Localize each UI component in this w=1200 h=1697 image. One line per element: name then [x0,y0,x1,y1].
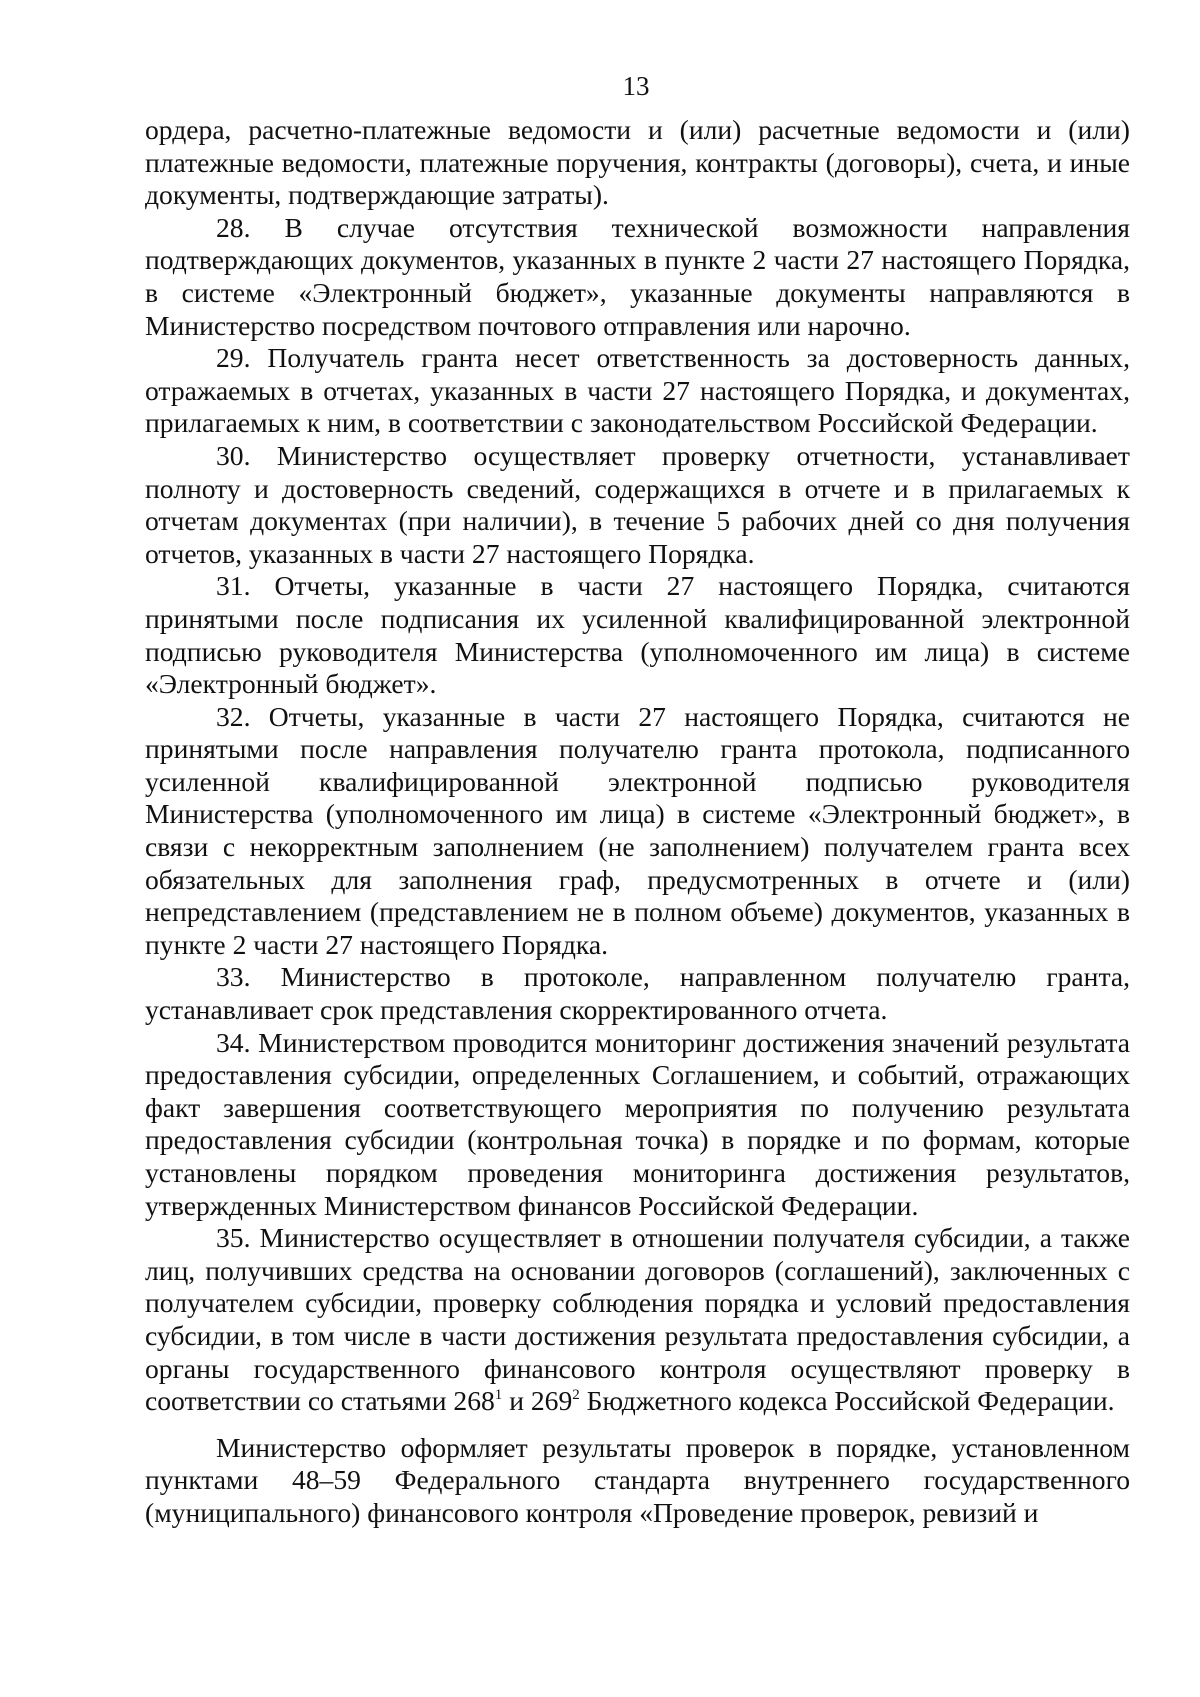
document-body [145,114,1130,1530]
paragraph-35-text-3: Бюджетного кодекса Российской Федерации. [579,1385,1115,1417]
paragraph-28: 28. В случае отсутствия технической возможности направления подтверждающих документов, указанных в пункте 2 части 27 настоящего Порядка, в системе «Электронный бюджет», указанные документы направляются в Министерство посредством почтового отправления или нарочно. [145,211,1130,341]
superscript-1: 1 [494,1387,503,1404]
superscript-2: 2 [572,1387,580,1404]
paragraph-35-text-2: и 269 [502,1385,573,1417]
paragraph-35-text-1: 35. Министерство осуществляет в отношении получателя субсидии, а также лиц, получивших средства на основании договоров (соглашений), заключенных с получателем субсидии, проверку соблюдения порядка и условий предоставления субсидии, в том числе в части достижения результата предоставления субсидии, а органы государственного финансового контроля осуществляют проверку в соответствии со статьями 268 [145,1222,1130,1417]
page-number: 13 [622,71,650,101]
paragraph-30: 30. Министерство осуществляет проверку отчетности, устанавливает полноту и достоверность сведений, содержащихся в отчете и в прилагаемых к отчетам документах (при наличии), в течение 5 рабочих дней со дня получения отчетов, указанных в части 27 настоящего Порядка. [145,439,1130,569]
paragraph-inspection-results: Министерство оформляет результаты проверок в порядке, установленном пунктами 48–59 Федерального стандарта внутреннего государственного (муниципального) финансового контроля «Проведение проверок, ревизий и [145,1431,1130,1528]
paragraph-34: 34. Министерством проводится мониторинг достижения значений результата предоставления субсидии, определенных Соглашением, и событий, отражающих факт завершения соответствующего мероприятия по получению результата предоставления субсидии (контрольная точка) в порядке и по формам, которые установлены порядком проведения мониторинга достижения результатов, утвержденных Министерством финансов Российской Федерации. [145,1026,1130,1221]
paragraph-35 [145,1222,1130,1418]
paragraph-29: 29. Получатель гранта несет ответственность за достоверность данных, отражаемых в отчетах, указанных в части 27 настоящего Порядка, и документах, прилагаемых к ним, в соответствии с законодательством Российской Федерации. [145,342,1130,439]
paragraph-32: 32. Отчеты, указанные в части 27 настоящего Порядка, считаются не принятыми после направления получателю гранта протокола, подписанного усиленной квалифицированной электронной подписью руководителя Министерства (уполномоченного им лица) в системе «Электронный бюджет», в связи с некорректным заполнением (не заполнением) получателем гранта всех обязательных для заполнения граф, предусмотренных в отчете и (или) непредставлением (представлением не в полном объеме) документов, указанных в пункте 2 части 27 настоящего Порядка. [145,700,1130,960]
paragraph-33: 33. Министерство в протоколе, направленном получателю гранта, устанавливает срок представления скорректированного отчета. [145,961,1130,1026]
paragraph-continuation: ордера, расчетно-платежные ведомости и (или) расчетные ведомости и (или) платежные ведомости, платежные поручения, контракты (договоры), счета, и иные документы, подтверждающие затраты). [145,114,1130,211]
paragraph-31: 31. Отчеты, указанные в части 27 настоящего Порядка, считаются принятыми после подписания их усиленной квалифицированной электронной подписью руководителя Министерства (уполномоченного им лица) в системе «Электронный бюджет». [145,570,1130,700]
